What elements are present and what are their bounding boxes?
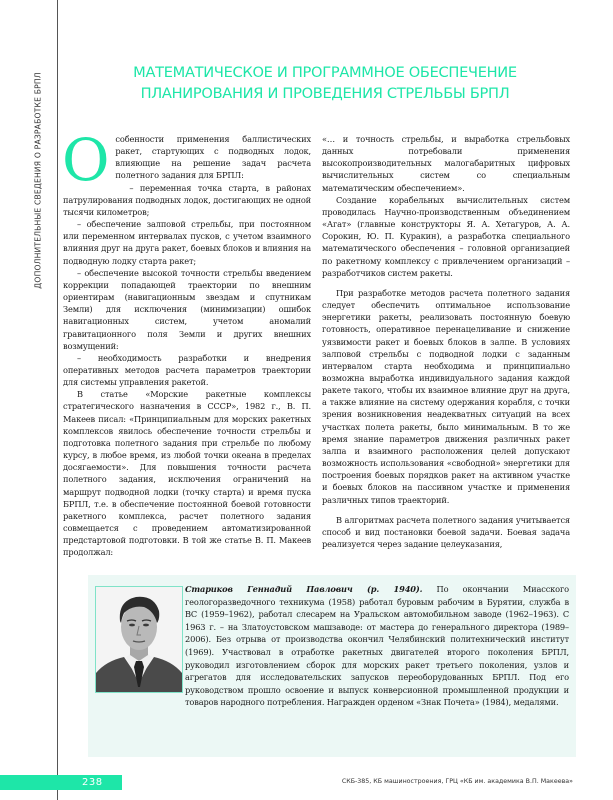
makeev-quote-paragraph: В статье «Морские ракетные комплексы стратегического назначения в СССР», 1982 г., В. П. Макеев писал: «Принципиальным для морских ракетных комплексов явилось обеспечение точности стрельбы и подготовка полетного задания при стрельбе по любому курсу, в любое время, из любой точки океана в пределах досягаемости». Для повышения точности расчета полетного задания, исключения ограничений на маршрут подводной лодки (точку старта) и время пуска БРПЛ, т.е. в обеспечение постоянной боевой готовности ракетного комплекса, расчет полетного задания совмещается с проведением автоматизированной предстартовой подготовки. В той же статье В. П. Макеев продолжал:	[63, 389, 311, 558]
section-label-text: ДОПОЛНИТЕЛЬНЫЕ СВЕДЕНИЯ О РАЗРАБОТКЕ БРПЛ	[33, 71, 43, 289]
agat-paragraph: Создание корабельных вычислительных систем проводилась Научно-производственным объединением «Агат» (главные конструкторы Я. А. Хетагуров, А. А. Сорокин, Ю. П. Куракин), а разработка специального математического обеспечения – головной организацией по ракетному комплексу с привлечением организаций – разработчиков систем ракеты.	[322, 194, 570, 278]
page-number: 238	[82, 777, 103, 788]
list-item-accuracy: – обеспечение высокой точности стрельбы введением коррекции попадающей траектории по внешним ориентирам (навигационным звездам и спутникам Земли) для исключения (минимизации) ошибок навигационных систем, учетом аномалий гравитационного поля Земли и других внешних возмущений:	[63, 267, 311, 351]
biography-text	[185, 583, 569, 709]
running-section-label	[28, 70, 48, 290]
biography-body: По окончании Миасского геологоразведочного техникума (1958) работал буровым рабочим в Бурятии, служба в ВС (1959–1962), работал слесарем на Уральском автомобильном заводе (1962–1963). С 1963 г. – на Златоустовском машзаводе: от мастера до генерального директора (1989–2006). Без отрыва от производства окончил Челябинский политехнический институт (1969). Участвовал в отработке ракетных двигателей второго поколения БРПЛ, руководил изготовлением сборок для морских ракет третьего поколения, узлов и агрегатов для исследовательских запусков переоборудованных БРПЛ. Под его руководством прошло освоение и выпуск конверсионной промышленной продукции и товаров народного потребления. Награжден орденом «Знак Почета» (1984), медалями.	[185, 584, 569, 708]
list-item-salvo-fire: – обеспечение залповой стрельбы, при постоянном или переменном интервалах пусков, с учетом взаимного влияния друг на друга ракет, боевых блоков и влияния на подводную лодку старта ракет;	[63, 219, 311, 266]
portrait-image-icon	[96, 587, 182, 692]
right-text-column	[322, 133, 570, 550]
footer-credit: СКБ-385, КБ машиностроения, ГРЦ «КБ им. академика В.П. Макеева»	[341, 778, 573, 785]
portrait-photo	[95, 586, 183, 693]
margin-rule	[57, 0, 58, 800]
methods-paragraph: При разработке методов расчета полетного задания следует обеспечить оптимальное использование энергетики ракеты, реализовать постоянную боевую готовность, оперативное перенацеливание и снижение уязвимости ракет и боевых блоков в залпе. В условиях залповой стрельбы с подводной лодки с заданным интервалом старта необходима и принципиально возможна выработка индивидуального задания каждой ракете такого, чтобы их взаимное влияние друг на друга, а также влияние на систему одержания корабля, с точки зрения возникновения неадекватных ситуаций на всех участках полета ракеты, было минимальным. В то же время знание параметров движения различных ракет залпа и взаимного расположения целей допускают возможность использования «свободной» энергетики для построения боевых порядков ракет на активном участке и боевых блоков на пассивном участке и применения различных типов траекторий.	[322, 287, 570, 505]
page-number-bar	[0, 775, 122, 790]
biography-panel	[88, 575, 576, 757]
biography-name: Стариков Геннадий Павлович (р. 1940).	[185, 584, 423, 594]
left-text-column	[62, 126, 311, 558]
list-item-launch-point: – переменная точка старта, в районах патрулирования подводных лодок, достигающих не одной тысячи километров;	[63, 182, 311, 217]
list-item-operative-methods: – необходимость разработки и внедрения оперативных методов расчета параметров траектории для системы управления ракетой.	[63, 352, 311, 388]
title-line-2: ПЛАНИРОВАНИЯ И ПРОВЕДЕНИЯ СТРЕЛЬБЫ БРПЛ	[140, 85, 510, 102]
intro-paragraph: Особенности применения баллистических ракет, стартующих с подводных лодок, влияющие на решение задач расчета полетного задания для БРПЛ:	[62, 126, 311, 194]
title-line-1: МАТЕМАТИЧЕСКОЕ И ПРОГРАММНОЕ ОБЕСПЕЧЕНИЕ	[133, 64, 517, 81]
page-title	[95, 62, 555, 104]
algorithms-paragraph: В алгоритмах расчета полетного задания учитывается способ и вид постановки боевой задачи. Боевая задача реализуется через задание целеуказания,	[322, 514, 570, 549]
quote-continuation: «… и точность стрельбы, и выработка стрельбовых данных потребовали применения высокопроизводительных малогабаритных цифровых вычислительных систем со специальным математическим обеспечением».	[322, 134, 570, 193]
drop-cap: О	[62, 126, 110, 194]
